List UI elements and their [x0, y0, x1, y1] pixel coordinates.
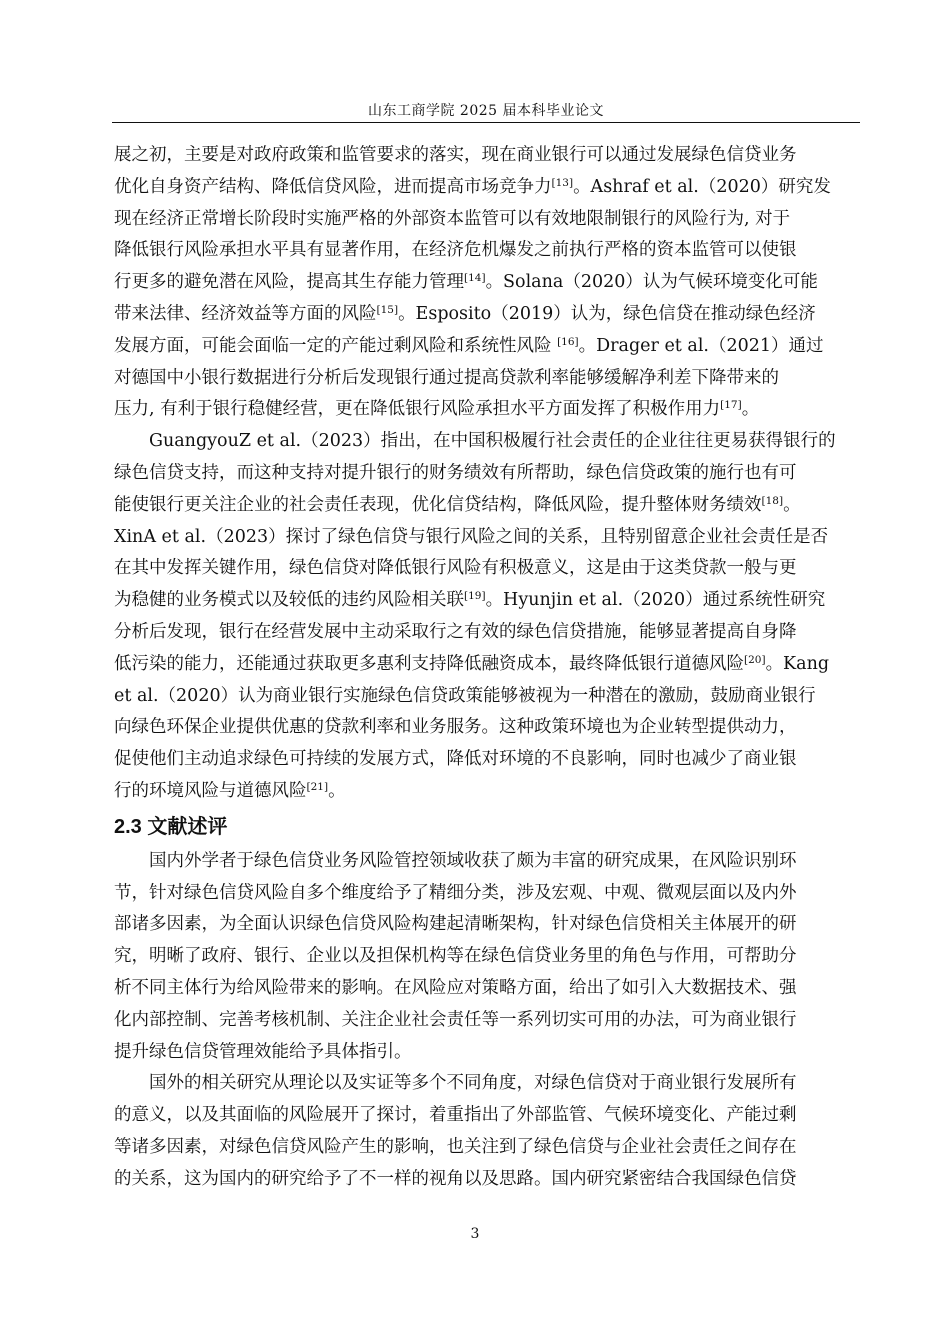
text-line: 带来法律、经济效益等方面的风险[15]。Esposito（2019）认为，绿色信贷在推动绿色经济: [114, 303, 816, 324]
citation-16: [16]: [557, 336, 579, 349]
text-line: 促使他们主动追求绿色可持续的发展方式，降低对环境的不良影响，同时也减少了商业银: [114, 749, 797, 770]
text-line: 对德国中小银行数据进行分析后发现银行通过提高贷款利率能够缓解净利差下降带来的: [114, 367, 779, 388]
text-line: 在其中发挥关键作用，绿色信贷对降低银行风险有积极意义，这是由于这类贷款一般与更: [114, 558, 797, 579]
text-line: 国外的相关研究从理论以及实证等多个不同角度，对绿色信贷对于商业银行发展所有: [149, 1073, 797, 1094]
paragraph-domestic-review: [114, 846, 860, 1069]
text-line: 能使银行更关注企业的社会责任表现，优化信贷结构，降低风险，提升整体财务绩效[18]。: [114, 494, 801, 515]
text-line: 国内外学者于绿色信贷业务风险管控领域收获了颇为丰富的研究成果，在风险识别环: [149, 850, 797, 871]
text-line: 的意义，以及其面临的风险展开了探讨，着重指出了外部监管、气候环境变化、产能过剩: [114, 1105, 797, 1126]
text-line: GuangyouZ et al.（2023）指出，在中国积极履行社会责任的企业往往更易获得银行的: [149, 431, 836, 452]
text-line: 析不同主体行为给风险带来的影响。在风险应对策略方面，给出了如引入大数据技术、强: [114, 977, 797, 998]
text-line: 为稳健的业务模式以及较低的违约风险相关联[19]。Hyunjin et al.（2020）通过系统性研究: [114, 590, 826, 611]
running-header: 山东工商学院 2025 届本科毕业论文: [367, 103, 605, 119]
text-line: 的关系，这为国内的研究给予了不一样的视角以及思路。国内研究紧密结合我国绿色信贷: [114, 1168, 797, 1189]
citation-14: [14]: [464, 272, 486, 285]
citation-17: [17]: [720, 399, 742, 412]
header-rule: [112, 122, 860, 123]
paragraph-continuation: [114, 140, 860, 426]
paragraph-foreign-review: [114, 1068, 860, 1195]
text-line: 等诸多因素，对绿色信贷风险产生的影响，也关注到了绿色信贷与企业社会责任之间存在: [114, 1136, 797, 1157]
citation-21: [21]: [306, 781, 329, 794]
text-line: 向绿色环保企业提供优惠的贷款利率和业务服务。这种政策环境也为企业转型提供动力，: [114, 717, 797, 738]
text-line: 降低银行风险承担水平具有显著作用，在经济危机爆发之前执行严格的资本监管可以使银: [114, 240, 797, 261]
text-line: 压力, 有利于银行稳健经营，更在降低银行风险承担水平方面发挥了积极作用力[17]。: [114, 399, 760, 420]
text-line: 行的环境风险与道德风险[21]。: [114, 780, 346, 801]
text-line: XinA et al.（2023）探讨了绿色信贷与银行风险之间的关系，且特别留意企业社会责任是否: [114, 526, 829, 547]
text-line: 发展方面，可能会面临一定的产能过剩风险和系统性风险 [16]。Drager et al.（2021）通过: [114, 335, 824, 356]
page-number: 3: [470, 1226, 480, 1242]
text-line: 现在经济正常增长阶段时实施严格的外部资本监管可以有效地限制银行的风险行为, 对于: [114, 208, 791, 229]
section-heading: 2.3 文献述评: [114, 815, 228, 838]
text-line: 低污染的能力，还能通过获取更多惠利支持降低融资成本，最终降低银行道德风险[20]。Kang: [114, 653, 830, 674]
text-line: 究，明晰了政府、银行、企业以及担保机构等在绿色信贷业务里的角色与作用，可帮助分: [114, 946, 797, 967]
citation-13: [13]: [551, 177, 574, 190]
citation-20: [20]: [744, 653, 766, 666]
text-line: 行更多的避免潜在风险，提高其生存能力管理[14]。Solana（2020）认为气候环境变化可能: [114, 272, 818, 293]
text-line: 展之初，主要是对政府政策和监管要求的落实，现在商业银行可以通过发展绿色信贷业务: [114, 145, 797, 165]
text-line: 分析后发现，银行在经营发展中主动采取行之有效的绿色信贷措施，能够显著提高自身降: [114, 621, 797, 642]
citation-15: [15]: [376, 304, 399, 317]
text-line: 节，针对绿色信贷风险自多个维度给予了精细分类，涉及宏观、中观、微观层面以及内外: [114, 882, 797, 903]
page-body: [114, 140, 860, 1196]
text-line: 绿色信贷支持，而这种支持对提升银行的财务绩效有所帮助，绿色信贷政策的施行也有可: [114, 462, 797, 483]
paragraph-foreign-research: [114, 426, 860, 808]
text-line: 提升绿色信贷管理效能给予具体指引。: [114, 1041, 412, 1062]
text-line: 优化自身资产结构、降低信贷风险，进而提高市场竞争力[13]。Ashraf et al.（2020）研究发: [114, 176, 831, 197]
text-line: 部诸多因素，为全面认识绿色信贷风险构建起清晰架构，针对绿色信贷相关主体展开的研: [114, 914, 797, 935]
citation-18: [18]: [761, 495, 784, 507]
text-line: et al.（2020）认为商业银行实施绿色信贷政策能够被视为一种潜在的激励，鼓励商业银行: [114, 685, 816, 706]
citation-19: [19]: [464, 590, 486, 603]
text-line: 化内部控制、完善考核机制、关注企业社会责任等一系列切实可用的办法，可为商业银行: [114, 1009, 797, 1030]
